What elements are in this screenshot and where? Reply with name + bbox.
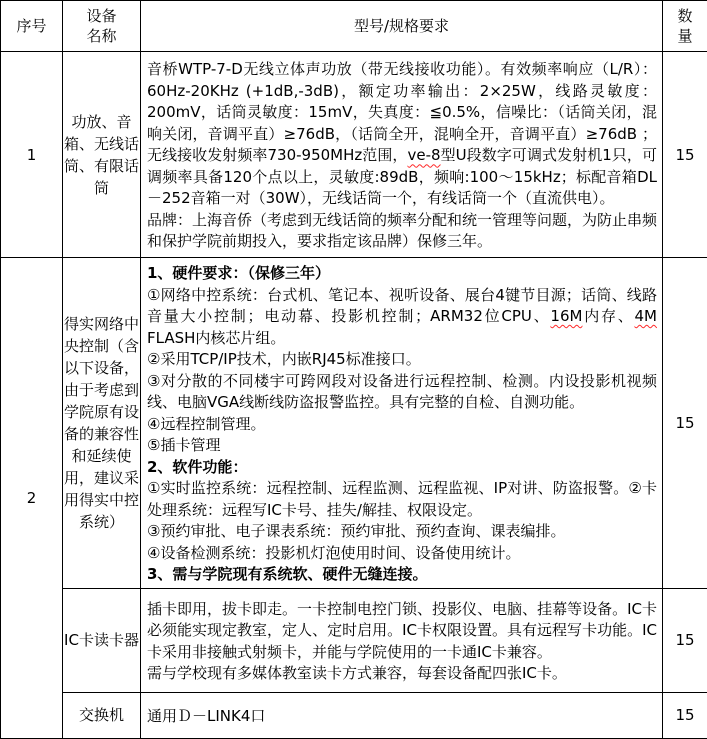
spec-paragraph: ①实时监控系统：远程控制、远程监测、远程监视、IP对讲、防盗报警。②卡处理系统：远程写IC卡号、挂失/解挂、权限设定。 [147,478,657,521]
spec-paragraph: ④设备检测系统：投影机灯泡使用时间、设备使用统计。 [147,543,657,565]
header-model-spec [141,1,663,52]
spec-heading-software: 2、软件功能： [147,457,657,479]
row1-spec-text-cont: 型U段数字可调式发射机1只，可调频率具备120个点以上，灵敏度:89dB，频响:100～15kHz；标配音箱DL－252音箱一对（30W），无线话筒一个，有线话筒一个（直流供电）。 [147,146,657,207]
spec-heading-integration: 3、需与学院现有系统软、硬件无缝连接。 [147,564,657,586]
row2-spec-text: ①网络中控系统：台式机、笔记本、视听设备、展台4键节目源；话筒、线路音量大小控制；电动幕、投影机控制；ARM32位CPU、 [147,286,657,326]
row3-device-name-cell [63,588,141,692]
row1-quantity-cell [663,52,707,258]
spec-paragraph: ④远程控制管理。 [147,414,657,436]
header-device-label-line2: 名称 [63,26,140,46]
spec-paragraph: 插卡即用，拔卡即走。一卡控制电控门锁、投影仪、电脑、挂幕等设备。IC卡必须能实现定教室，定人、定时启用。IC卡权限设置。具有远程写卡功能。IC卡采用非接触式射频卡，并能与学院使用的一卡通IC卡兼容。 [147,599,657,664]
row1-spec-text: 音桥WTP-7-D无线立体声功放（带无线接收功能）。有效频率响应（L/R）：60Hz-20KHz (+1dB,-3dB)，额定功率输出：2×25W，线路灵敏度：200mV，话筒灵敏度：15mV，失真度：≦0.5%，信噪比：（话筒关闭，混响关闭，音调平直）≥76dB，（话筒全开，混响全开，音调平直）≥76dB ；无线接收发射频率730-950MHz范围， [147,60,657,164]
table-row-4 [1,692,707,738]
spec-paragraph: ③对分散的不同楼宇可跨网段对设备进行远程控制、检测。内设投影机视频线、电脑VGA线断线防盗报警监控。具有完整的自检、自测功能。 [147,371,657,414]
row4-quantity: 15 [675,706,694,724]
row1-spellcheck-word: ve-8 [408,146,441,164]
row4-device-name: 交换机 [79,706,124,724]
row1-serial-cell [1,52,63,258]
header-quantity [663,1,707,52]
row1-spec-cell [141,52,663,258]
spec-paragraph-brand: 品牌：上海音侨（考虑到无线话筒的频率分配和统一管理等问题，为防止串频和保护学院前期投入，要求指定该品牌）保修三年。 [147,210,657,253]
row2-spec-cell [141,258,663,589]
spec-paragraph: 需与学校现有多媒体教室读卡方式兼容，每套设备配四张IC卡。 [147,663,657,685]
spec-paragraph [147,59,657,210]
spec-paragraph [147,285,657,350]
row3-quantity: 15 [675,631,694,649]
row2-spellcheck-word-16m: 16M [550,307,582,325]
row2-quantity: 15 [675,414,694,432]
row1-device-name-cell [63,52,141,258]
row3-device-name: IC卡读卡器 [64,631,139,649]
row3-quantity-cell [663,588,707,692]
row2-spec-text2: 内存、 [582,307,634,325]
header-model-spec-label: 型号/规格要求 [354,17,449,35]
header-serial-number [1,1,63,52]
row2-serial-cell [1,258,63,739]
header-device-label-line1: 设备 [63,6,140,26]
row3-spec-cell [141,588,663,692]
row2-device-name: 得实网络中央控制（含以下设备，由于考虑到学院原有设备的兼容性和延续使用，建议采用得实中控系统） [64,315,139,531]
row1-serial: 1 [27,146,37,164]
spec-paragraph: ②采用TCP/IP技术，内嵌RJ45标准接口。 [147,349,657,371]
row4-device-name-cell [63,692,141,738]
spec-paragraph: ③预约审批、电子课表系统：预约审批、预约查询、课表编排。 [147,521,657,543]
row4-spec-cell [141,692,663,738]
header-row [1,1,707,52]
row2-quantity-cell [663,258,707,589]
row4-quantity-cell [663,692,707,738]
header-quantity-label-line2: 量 [663,26,707,46]
row2-spellcheck-word-4m: 4M [635,307,658,325]
spec-heading-hardware: 1、硬件要求：（保修三年） [147,263,657,285]
table-row-3 [1,588,707,692]
header-device-name [63,1,141,52]
header-serial-label: 序号 [16,17,46,35]
spec-paragraph: 通用Ｄ－LINK4口 [147,706,657,728]
row1-device-name: 功放、音箱、无线话筒、有限话筒 [64,113,139,197]
row2-serial: 2 [27,489,37,507]
header-quantity-label-line1: 数 [663,6,707,26]
row1-quantity: 15 [675,146,694,164]
row2-spec-text3: FLASH内核芯片组。 [147,329,285,347]
table-row-1 [1,52,707,258]
table-row-2 [1,258,707,589]
spec-paragraph: ⑤插卡管理 [147,435,657,457]
row2-device-name-cell [63,258,141,589]
